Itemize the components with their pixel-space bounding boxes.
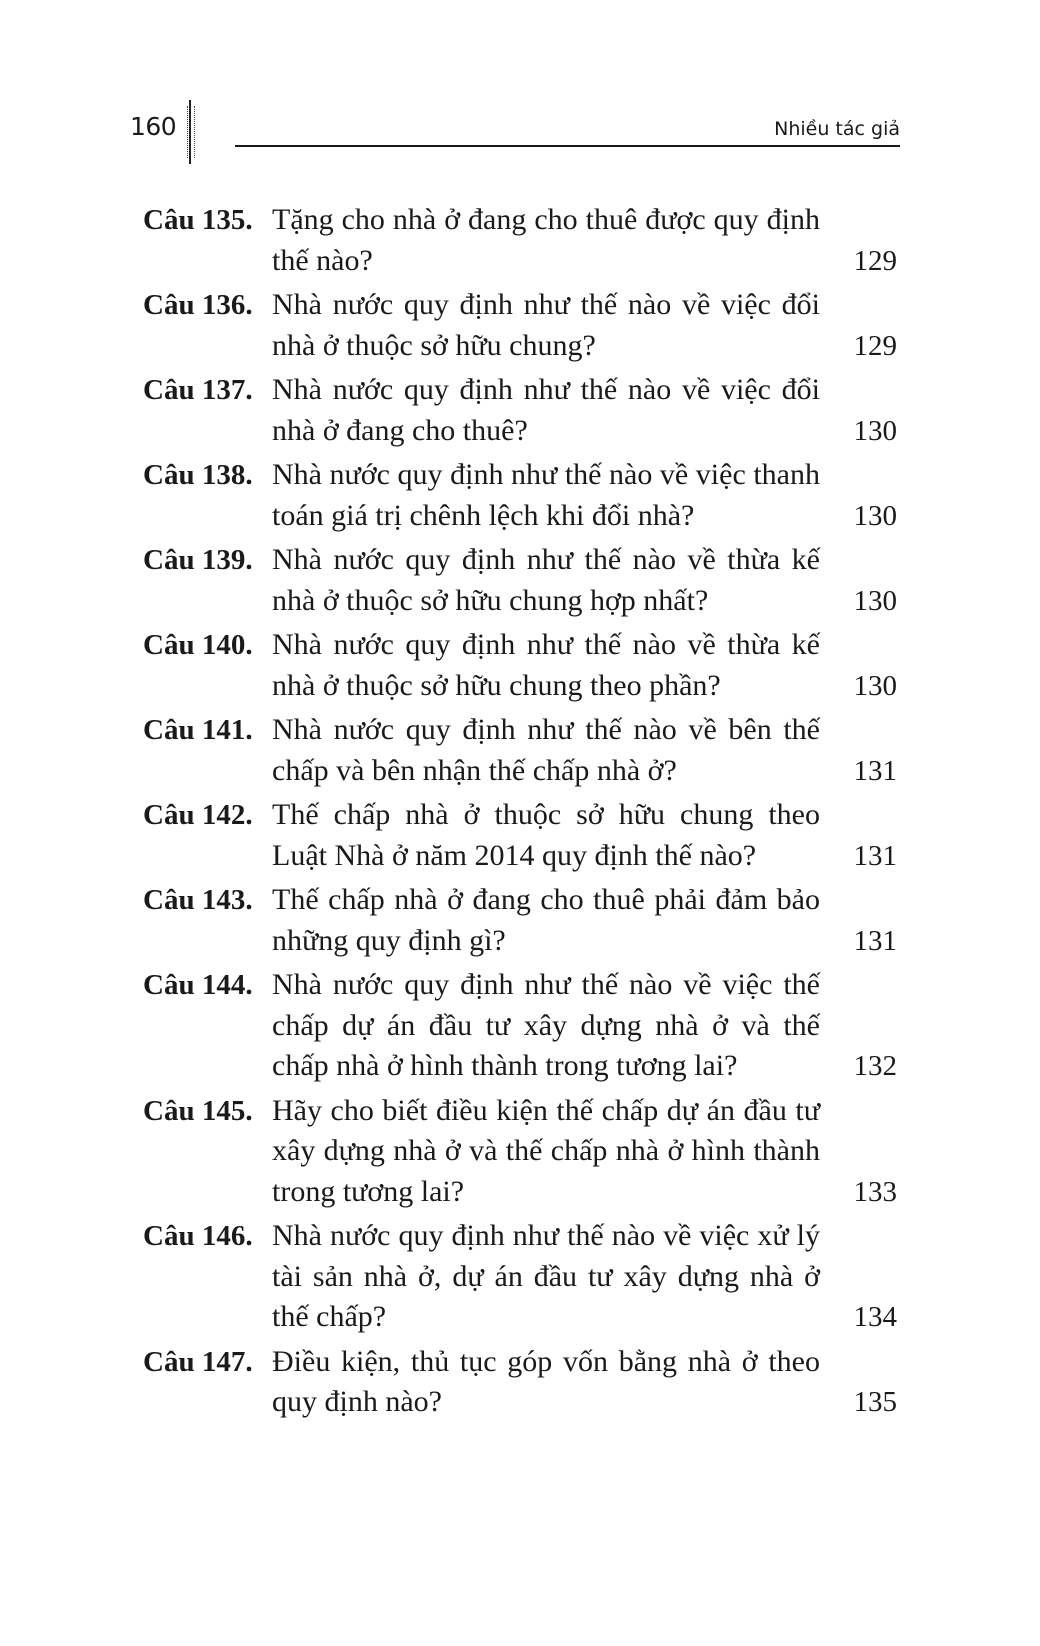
- toc-entry: [0, 1216, 1040, 1338]
- toc-entry: [0, 285, 1040, 366]
- toc-entry: [0, 965, 1040, 1087]
- entry-question: Nhà nước quy định như thế nào về việc đổi nhà ở thuộc sở hữu chung?: [272, 288, 820, 362]
- entry-question: Nhà nước quy định như thế nào về việc đổi nhà ở đang cho thuê?: [272, 373, 820, 447]
- entry-page-number: 131: [853, 754, 897, 787]
- entry-page-number: 130: [853, 584, 897, 617]
- entry-label: Câu 146.: [143, 1220, 253, 1252]
- toc-entry: [0, 1091, 1040, 1213]
- entry-question: Điều kiện, thủ tục góp vốn bằng nhà ở theo quy định nào?: [272, 1344, 820, 1418]
- entry-page-number: 131: [853, 924, 897, 957]
- entry-page-number: 131: [853, 839, 897, 872]
- entry-question: Thế chấp nhà ở đang cho thuê phải đảm bảo những quy định gì?: [272, 883, 820, 957]
- entry-page-number: 134: [853, 1301, 897, 1333]
- entry-label: Câu 144.: [143, 969, 253, 1001]
- toc-entry: [0, 540, 1040, 621]
- header-rule: [235, 145, 900, 147]
- entry-question: Nhà nước quy định như thế nào về việc thanh toán giá trị chênh lệch khi đổi nhà?: [272, 458, 820, 532]
- entry-label: Câu 137.: [143, 374, 253, 406]
- entry-label: Câu 142.: [143, 799, 253, 831]
- running-head: Nhiều tác giả: [774, 118, 900, 140]
- entry-page-number: 129: [853, 244, 897, 277]
- entry-label: Câu 135.: [143, 204, 253, 236]
- entry-question: Nhà nước quy định như thế nào về việc thế chấp dự án đầu tư xây dựng nhà ở và thế chấp nhà ở hình thành trong tương lai?: [272, 968, 820, 1082]
- entry-question: Tặng cho nhà ở đang cho thuê được quy định thế nào?: [272, 203, 820, 277]
- entry-question: Nhà nước quy định như thế nào về thừa kế nhà ở thuộc sở hữu chung hợp nhất?: [272, 543, 820, 617]
- entry-page-number: 132: [853, 1050, 897, 1082]
- entry-question: Hãy cho biết điều kiện thế chấp dự án đầu tư xây dựng nhà ở và thế chấp nhà ở hình thành trong tương lai?: [272, 1093, 820, 1208]
- header-ornament: [189, 100, 191, 164]
- entry-label: Câu 141.: [143, 714, 253, 746]
- entry-label: Câu 145.: [143, 1094, 253, 1127]
- entry-page-number: 130: [853, 499, 897, 532]
- entry-page-number: 135: [853, 1386, 897, 1418]
- entry-page-number: 130: [853, 669, 897, 702]
- entry-question: Nhà nước quy định như thế nào về việc xử lý tài sản nhà ở, dự án đầu tư xây dựng nhà ở thế chấp?: [272, 1219, 820, 1333]
- entry-label: Câu 138.: [143, 459, 253, 491]
- entry-label: Câu 139.: [143, 544, 253, 576]
- entry-label: Câu 140.: [143, 629, 253, 661]
- toc-entry: [0, 200, 1040, 281]
- toc-entry: [0, 795, 1040, 876]
- toc-entry: [0, 455, 1040, 536]
- toc-entry: [0, 1342, 1040, 1423]
- entry-label: Câu 147.: [143, 1345, 253, 1378]
- entry-label: Câu 136.: [143, 289, 253, 321]
- entry-question: Nhà nước quy định như thế nào về thừa kế nhà ở thuộc sở hữu chung theo phần?: [272, 628, 820, 702]
- table-of-contents: [0, 200, 1040, 1427]
- toc-entry: [0, 625, 1040, 706]
- toc-entry: [0, 710, 1040, 791]
- toc-entry: [0, 370, 1040, 451]
- entry-question: Nhà nước quy định như thế nào về bên thế chấp và bên nhận thế chấp nhà ở?: [272, 713, 820, 787]
- page-header: [0, 0, 1040, 170]
- entry-page-number: 133: [853, 1175, 897, 1208]
- entry-page-number: 129: [853, 329, 897, 362]
- entry-question: Thế chấp nhà ở thuộc sở hữu chung theo Luật Nhà ở năm 2014 quy định thế nào?: [272, 798, 820, 872]
- toc-entry: [0, 880, 1040, 961]
- entry-page-number: 130: [853, 414, 897, 447]
- page-number: 160: [130, 112, 177, 141]
- entry-label: Câu 143.: [143, 884, 253, 916]
